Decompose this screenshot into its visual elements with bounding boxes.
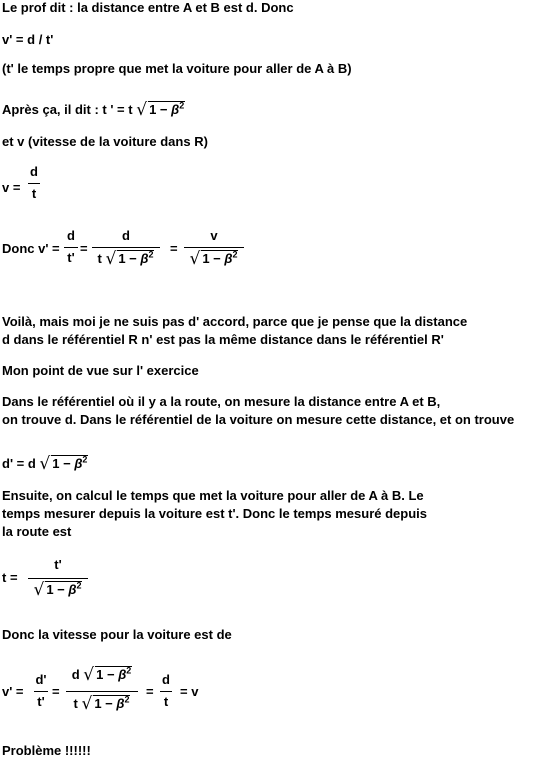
equals-sign: = [146,684,154,699]
radical-icon: √ [33,580,45,600]
equals-v: = v [180,684,199,699]
fraction-d-over-t-sqrt: d t √ $1 - \beta^2$ [92,228,160,272]
sqrt-expression: √ $1 - \beta^2$ [83,665,132,685]
formula-dprime: d' = d √ $1 - \beta^2$ [2,454,88,474]
text-line: on trouve d. Dans le référentiel de la voiture on mesure cette distance, et on trouve [2,412,515,427]
text-line: la route est [2,524,72,539]
text-line: Ensuite, on calcul le temps que met la voiture pour aller de A à B. Le [2,488,424,503]
text-line: et v (vitesse de la voiture dans R) [2,134,208,149]
text-line: Le prof dit : la distance entre A et B est d. Donc [2,0,294,15]
equals-sign: = [52,684,60,699]
formula-tprime [2,101,185,118]
fraction-d-over-tprime: d t' [64,228,78,268]
sqrt-expression: √ $1 - \beta^2$ [105,249,154,269]
text-line: Donc la vitesse pour la voiture est de [2,627,232,642]
text-line: t = [2,570,18,585]
radicand: $1 - \beta^2$ [149,100,185,117]
radical-icon: √ [83,665,95,685]
text-line: d dans le référentiel R n' est pas la même distance dans le référentiel R' [2,332,444,347]
fraction-d-over-t-final: d t [160,672,172,712]
text-line: Donc v' = [2,241,60,256]
text-line: v' = [2,684,24,699]
sqrt-expression: √ $1 - \beta^2$ [189,249,238,269]
equals-sign: = [170,241,178,256]
radical-icon: √ [136,100,148,120]
radical-icon: √ [105,249,117,269]
text-line: temps mesurer depuis la voiture est t'. Donc le temps mesuré depuis [2,506,428,521]
text-line: v = [2,180,21,195]
fraction-v-over-sqrt: v √ $1 - \beta^2$ [184,228,244,272]
conclusion-text: Problème !!!!!! [2,743,91,758]
equals-sign: = [80,241,88,256]
fraction-d-over-t: d t [28,164,40,204]
radical-icon: √ [81,694,93,714]
text-line: v' = d / t' [2,32,54,47]
text-fragment: Après ça, il dit : t ' = t [2,102,133,117]
sqrt-expression [136,101,185,118]
fraction-dsqrt-over-tsqrt: d √ $1 - \beta^2$ t √ $1 - \beta^2$ [66,666,138,716]
section-heading: Mon point de vue sur l' exercice [2,363,199,378]
text-line: (t' le temps propre que met la voiture pour aller de A à B) [2,61,352,76]
sqrt-expression: √ $1 - \beta^2$ [81,694,130,714]
radical-icon: √ [39,454,51,474]
sqrt-expression: √ $1 - \beta^2$ [33,580,82,600]
sqrt-expression: √ $1 - \beta^2$ [39,454,88,474]
fraction-dprime-over-tprime: d' t' [35,672,47,709]
radical-icon: √ [189,249,201,269]
text-line: Voilà, mais moi je ne suis pas d' accord, parce que je pense que la distance [2,314,468,329]
text-line: Dans le référentiel où il y a la route, on mesure la distance entre A et B, [2,394,441,409]
fraction-tprime-over-sqrt: t' √ $1 - \beta^2$ [28,557,88,603]
